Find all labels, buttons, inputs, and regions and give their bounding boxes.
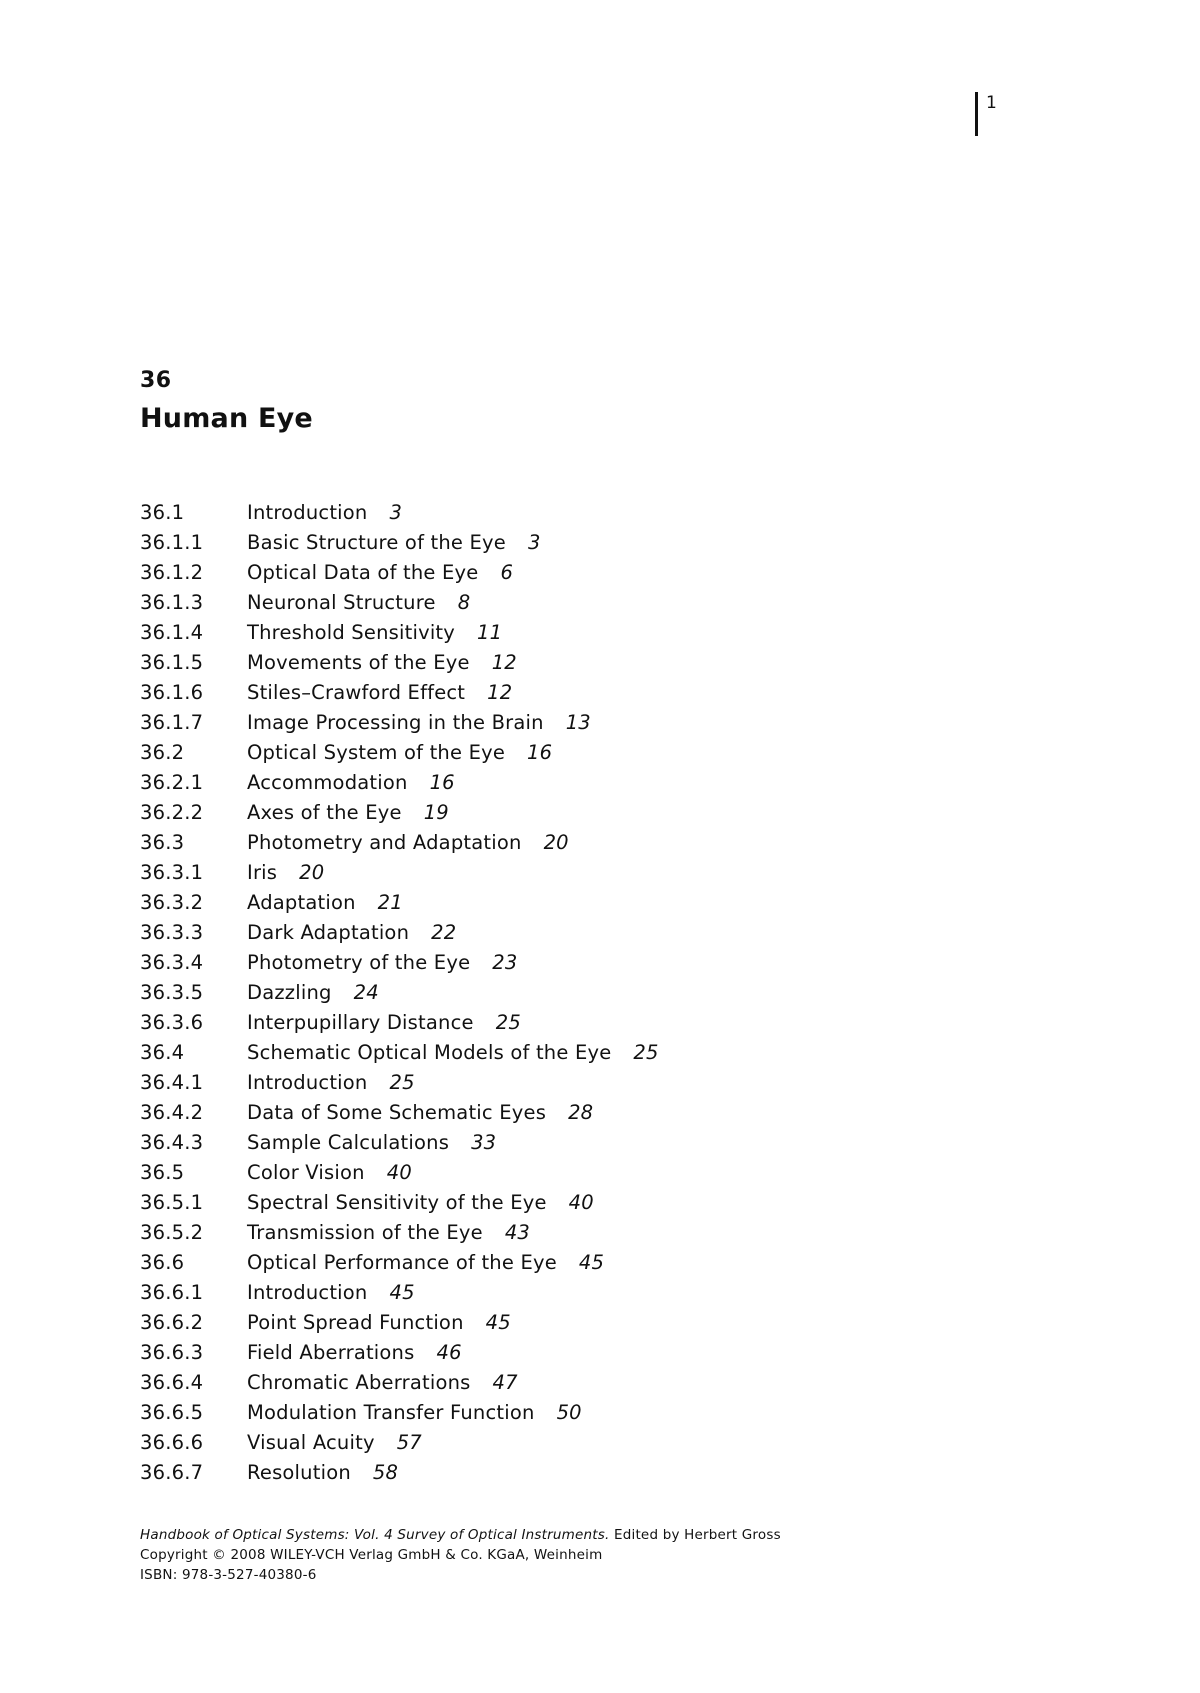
- footer-isbn: ISBN: 978-3-527-40380-6: [140, 1567, 317, 1583]
- toc-entry-number: 36.1.7: [140, 711, 204, 734]
- toc-entry-number: 36.2: [140, 741, 185, 764]
- toc-entry-number: 36.3.5: [140, 981, 204, 1004]
- toc-entry: [140, 858, 659, 888]
- toc-entry-page: 58: [372, 1461, 399, 1484]
- toc-entry-number: 36.4: [140, 1041, 185, 1064]
- toc-entry-page: 11: [477, 621, 503, 644]
- toc-entry-page: 20: [543, 831, 569, 854]
- toc-entry-title: Accommodation: [247, 771, 408, 794]
- toc-entry: [140, 1188, 659, 1218]
- toc-entry-page: 25: [633, 1041, 659, 1064]
- toc-entry-title: Axes of the Eye: [247, 801, 402, 824]
- toc-entry-title: Movements of the Eye: [247, 651, 470, 674]
- toc-entry-number: 36.4.3: [140, 1131, 204, 1154]
- toc-entry-number: 36.6.2: [140, 1311, 204, 1334]
- toc-entry: [140, 588, 659, 618]
- toc-entry: [140, 1308, 659, 1338]
- toc-entry-number: 36.6.7: [140, 1461, 204, 1484]
- toc-entry: [140, 1278, 659, 1308]
- toc-entry-page: 33: [471, 1131, 497, 1154]
- toc-entry-title: Adaptation: [247, 891, 356, 914]
- toc-entry-title: Dark Adaptation: [247, 921, 410, 944]
- toc-entry-title: Interpupillary Distance: [247, 1011, 474, 1034]
- toc-entry-number: 36.5.2: [140, 1221, 204, 1244]
- toc-entry-title: Chromatic Aberrations: [247, 1371, 471, 1394]
- toc-entry-number: 36.6.6: [140, 1431, 204, 1454]
- toc-entry-title: Spectral Sensitivity of the Eye: [247, 1191, 547, 1214]
- toc-entry: [140, 708, 659, 738]
- toc-entry: [140, 978, 659, 1008]
- toc-entry: [140, 1038, 659, 1068]
- toc-entry-page: 19: [423, 801, 449, 824]
- toc-entry: [140, 1068, 659, 1098]
- toc-entry-page: 8: [457, 591, 471, 614]
- toc-entry-number: 36.1: [140, 501, 185, 524]
- toc-entry: [140, 798, 659, 828]
- toc-entry-title: Introduction: [247, 1281, 368, 1304]
- toc-entry-page: 20: [299, 861, 325, 884]
- toc-entry: [140, 888, 659, 918]
- toc-entry-title: Dazzling: [247, 981, 332, 1004]
- toc-entry-title: Resolution: [247, 1461, 351, 1484]
- toc-entry-title: Optical Performance of the Eye: [247, 1251, 557, 1274]
- toc-entry-number: 36.1.5: [140, 651, 204, 674]
- toc-entry-page: 22: [431, 921, 457, 944]
- toc-entry-title: Point Spread Function: [247, 1311, 464, 1334]
- toc-entry: [140, 498, 659, 528]
- toc-entry: [140, 738, 659, 768]
- toc-entry-number: 36.5: [140, 1161, 185, 1184]
- toc-entry-number: 36.1.1: [140, 531, 204, 554]
- toc-entry-page: 46: [436, 1341, 462, 1364]
- toc-entry-number: 36.3.1: [140, 861, 204, 884]
- toc-entry-page: 23: [492, 951, 518, 974]
- toc-entry-page: 40: [568, 1191, 594, 1214]
- toc-entry: [140, 1368, 659, 1398]
- toc-entry-page: 47: [492, 1371, 518, 1394]
- toc-entry: [140, 528, 659, 558]
- toc-entry-number: 36.3.4: [140, 951, 204, 974]
- chapter-title: Human Eye: [140, 403, 313, 434]
- toc-entry-page: 28: [568, 1101, 594, 1124]
- toc-entry-page: 25: [495, 1011, 521, 1034]
- footer-editor: Edited by Herbert Gross: [609, 1527, 781, 1543]
- toc-entry-page: 16: [429, 771, 455, 794]
- toc-entry: [140, 1398, 659, 1428]
- toc-entry-number: 36.6.1: [140, 1281, 204, 1304]
- footer-book-line: [140, 1525, 781, 1545]
- page-number: 1: [975, 92, 997, 136]
- toc-entry-page: 12: [487, 681, 513, 704]
- toc-entry: [140, 1158, 659, 1188]
- toc-entry-page: 45: [485, 1311, 511, 1334]
- toc-entry-title: Sample Calculations: [247, 1131, 450, 1154]
- toc-entry-page: 6: [500, 561, 514, 584]
- toc-entry: [140, 648, 659, 678]
- toc-entry-number: 36.6.3: [140, 1341, 204, 1364]
- toc-entry-page: 50: [556, 1401, 582, 1424]
- toc-entry-title: Transmission of the Eye: [247, 1221, 483, 1244]
- toc-entry-title: Schematic Optical Models of the Eye: [247, 1041, 612, 1064]
- toc-entry-title: Stiles–Crawford Effect: [247, 681, 466, 704]
- toc-entry-title: Color Vision: [247, 1161, 365, 1184]
- toc-entry-page: 40: [386, 1161, 412, 1184]
- toc-entry: [140, 558, 659, 588]
- toc-entry-page: 16: [527, 741, 553, 764]
- toc-entry: [140, 948, 659, 978]
- toc-entry-page: 24: [353, 981, 379, 1004]
- toc-entry-title: Image Processing in the Brain: [247, 711, 544, 734]
- toc-entry: [140, 768, 659, 798]
- toc-entry-title: Field Aberrations: [247, 1341, 415, 1364]
- toc-entry-title: Optical System of the Eye: [247, 741, 506, 764]
- toc-entry-number: 36.4.2: [140, 1101, 204, 1124]
- toc-entry-number: 36.3.2: [140, 891, 204, 914]
- toc-entry-number: 36.4.1: [140, 1071, 204, 1094]
- toc-entry: [140, 828, 659, 858]
- toc-entry-title: Visual Acuity: [247, 1431, 375, 1454]
- toc-entry-title: Photometry of the Eye: [247, 951, 471, 974]
- toc-entry-number: 36.5.1: [140, 1191, 204, 1214]
- toc-entry-page: 25: [389, 1071, 415, 1094]
- toc-entry-page: 21: [377, 891, 403, 914]
- toc-entry-page: 45: [389, 1281, 415, 1304]
- toc-entry-title: Basic Structure of the Eye: [247, 531, 506, 554]
- toc-entry-number: 36.1.2: [140, 561, 204, 584]
- toc-entry-number: 36.1.3: [140, 591, 204, 614]
- toc-entry: [140, 1428, 659, 1458]
- toc-entry-page: 12: [491, 651, 517, 674]
- toc-entry-number: 36.6.4: [140, 1371, 204, 1394]
- footer: [140, 1525, 781, 1585]
- toc-entry-page: 3: [389, 501, 403, 524]
- table-of-contents: [140, 498, 659, 1488]
- toc-entry-number: 36.3: [140, 831, 185, 854]
- toc-entry: [140, 1008, 659, 1038]
- toc-entry-number: 36.3.6: [140, 1011, 204, 1034]
- toc-entry: [140, 918, 659, 948]
- toc-entry-title: Introduction: [247, 1071, 368, 1094]
- toc-entry-title: Modulation Transfer Function: [247, 1401, 535, 1424]
- toc-entry-page: 45: [578, 1251, 605, 1274]
- footer-copyright: Copyright © 2008 WILEY-VCH Verlag GmbH & Co. KGaA, Weinheim: [140, 1547, 603, 1563]
- toc-entry-page: 13: [565, 711, 591, 734]
- toc-entry-title: Data of Some Schematic Eyes: [247, 1101, 547, 1124]
- toc-entry: [140, 1128, 659, 1158]
- toc-entry: [140, 1098, 659, 1128]
- chapter-number: 36: [140, 368, 172, 393]
- footer-book-title: Handbook of Optical Systems: Vol. 4 Survey of Optical Instruments.: [140, 1527, 610, 1543]
- toc-entry-number: 36.3.3: [140, 921, 204, 944]
- toc-entry-page: 57: [396, 1431, 422, 1454]
- toc-entry-title: Optical Data of the Eye: [247, 561, 479, 584]
- toc-entry-page: 3: [528, 531, 541, 554]
- toc-entry: [140, 618, 659, 648]
- toc-entry: [140, 678, 659, 708]
- toc-entry: [140, 1218, 659, 1248]
- toc-entry-title: Photometry and Adaptation: [247, 831, 522, 854]
- toc-entry-number: 36.1.4: [140, 621, 204, 644]
- toc-entry: [140, 1248, 659, 1278]
- toc-entry-title: Iris: [247, 861, 278, 884]
- toc-entry-title: Neuronal Structure: [247, 591, 436, 614]
- toc-entry: [140, 1458, 659, 1488]
- toc-entry-number: 36.6.5: [140, 1401, 204, 1424]
- toc-entry-number: 36.2.2: [140, 801, 204, 824]
- toc-entry: [140, 1338, 659, 1368]
- toc-entry-number: 36.2.1: [140, 771, 204, 794]
- toc-entry-page: 43: [504, 1221, 531, 1244]
- toc-entry-number: 36.6: [140, 1251, 185, 1274]
- toc-entry-number: 36.1.6: [140, 681, 204, 704]
- toc-entry-title: Introduction: [247, 501, 368, 524]
- toc-entry-title: Threshold Sensitivity: [247, 621, 456, 644]
